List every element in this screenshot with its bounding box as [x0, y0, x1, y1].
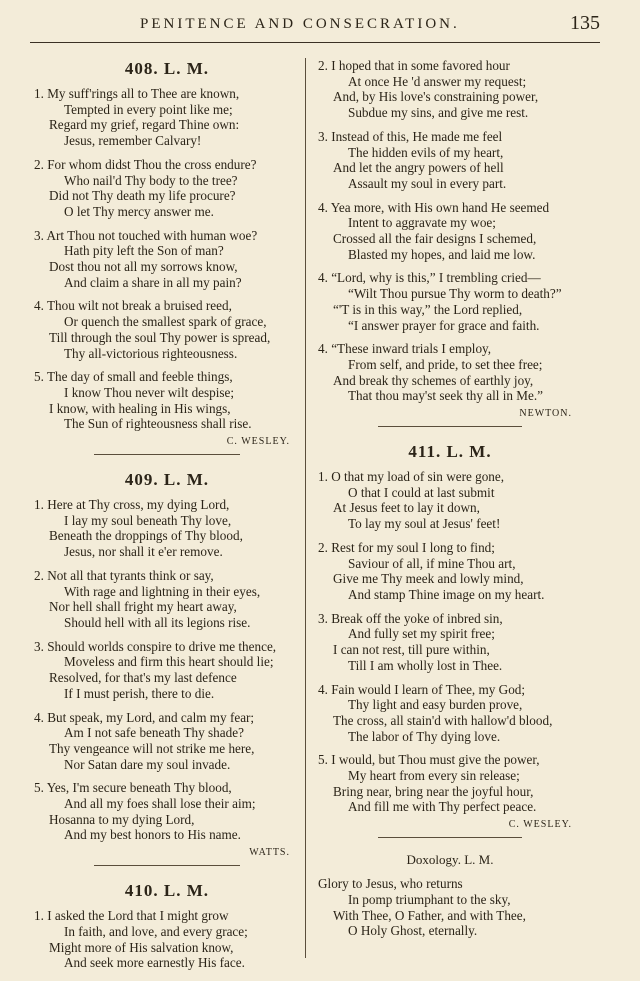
- page-header: [30, 12, 600, 43]
- hymn-title: 410. L. M.: [124, 881, 210, 901]
- hymn-line: Nor hell shall fright my heart away,: [49, 599, 237, 615]
- hymn-title: 411. L. M.: [408, 442, 492, 462]
- doxology: [318, 852, 582, 939]
- stanza: [318, 752, 582, 815]
- hymn-line: Till through the soul Thy power is spread,: [49, 329, 271, 345]
- stanza: [318, 469, 582, 532]
- hymn-line: Should hell with all its legions rise.: [64, 614, 251, 630]
- stanza: [34, 639, 300, 702]
- hymn-line: That thou may'st seek thy all in Me.”: [348, 388, 544, 404]
- hymn-line: Thy all-victorious righteousness.: [64, 345, 238, 361]
- hymn-line: Thy light and easy burden prove,: [348, 697, 523, 713]
- hymn-line: I can not rest, till pure within,: [333, 642, 490, 658]
- hymn-line: 2. I hoped that in some favored hour: [318, 58, 510, 73]
- hymn-line: O that I could at last submit: [348, 484, 495, 500]
- hymn-line: Hath pity left the Son of man?: [64, 243, 224, 259]
- stanza: [318, 611, 582, 674]
- hymn-line: Saviour of all, if mine Thou art,: [348, 555, 516, 571]
- hymn-line: 1. O that my load of sin were gone,: [318, 469, 505, 485]
- hymn-line: And my best honors to His name.: [64, 827, 241, 843]
- stanza: [34, 369, 300, 432]
- hymn-line: And all my foes shall lose their aim;: [64, 796, 256, 812]
- hymn-line: 2. For whom didst Thou the cross endure?: [34, 156, 257, 172]
- section-rule: [378, 837, 522, 838]
- hymn: [34, 58, 300, 455]
- hymn-line: The labor of Thy dying love.: [348, 728, 501, 744]
- hymn-line: Who nail'd Thy body to the tree?: [64, 172, 238, 188]
- hymn-line: 4. But speak, my Lord, and calm my fear;: [34, 709, 255, 725]
- hymn-author: NEWTON.: [519, 408, 572, 420]
- hymn-author: C. WESLEY.: [226, 436, 290, 448]
- hymn-line: 3. Art Thou not touched with human woe?: [34, 227, 258, 243]
- hymn-line: 3. Instead of this, He made me feel: [318, 128, 503, 144]
- hymn-line: 4. “Lord, why is this,” I trembling cried—: [318, 270, 541, 286]
- running-title: PENITENCE AND CONSECRATION.: [140, 16, 460, 32]
- hymn-line: O let Thy mercy answer me.: [64, 203, 214, 219]
- hymn-line: 4. Yea more, with His own hand He seemed: [318, 199, 550, 215]
- stanza: [34, 86, 300, 149]
- hymn-line: 5. The day of small and feeble things,: [34, 369, 233, 385]
- column-divider: [305, 58, 306, 958]
- hymn-line: Subdue my sins, and give me rest.: [348, 105, 529, 121]
- hymn-line: I know, with healing in His wings,: [49, 400, 231, 416]
- section-rule: [94, 865, 240, 866]
- stanza: [318, 540, 582, 603]
- hymn-line: 4. Thou wilt not break a bruised reed,: [34, 298, 232, 314]
- hymn-author: C. WESLEY.: [508, 819, 572, 831]
- hymn-line: Till I am wholly lost in Thee.: [348, 657, 503, 673]
- hymn-line: Hosanna to my dying Lord,: [49, 811, 195, 827]
- stanza: [318, 129, 582, 192]
- hymn-line: Intent to aggravate my woe;: [348, 215, 496, 231]
- hymn-line: From self, and pride, to set thee free;: [348, 356, 543, 372]
- hymn-line: Blasted my hopes, and laid me low.: [348, 246, 536, 262]
- hymn-line: Am I not safe beneath Thy shade?: [64, 725, 244, 741]
- hymn: [318, 441, 582, 833]
- hymn-line: Thy vengeance will not strike me here,: [49, 740, 255, 756]
- hymn-line: And, by His love's constraining power,: [333, 89, 539, 105]
- section-rule: [94, 454, 240, 455]
- hymn-line: At once He 'd answer my request;: [348, 73, 527, 89]
- hymn-line: Give me Thy meek and lowly mind,: [333, 571, 524, 587]
- hymn-line: Nor Satan dare my soul invade.: [64, 756, 231, 772]
- hymn-line: “I answer prayer for grace and faith.: [348, 317, 540, 333]
- hymn-line: And claim a share in all my pain?: [64, 274, 242, 290]
- hymn-title: 408. L. M.: [124, 59, 210, 78]
- stanza: [34, 568, 300, 631]
- stanza: [318, 682, 582, 745]
- hymn: [34, 880, 300, 971]
- stanza: [318, 200, 582, 263]
- hymn-line: Jesus, remember Calvary!: [64, 133, 202, 149]
- hymn-line: And stamp Thine image on my heart.: [348, 586, 545, 602]
- stanza: [318, 341, 582, 404]
- hymn-line: Resolved, for that's my last defence: [49, 670, 237, 686]
- hymn-line: Regard my grief, regard Thine own:: [49, 117, 240, 133]
- hymn-line: And break thy schemes of earthly joy,: [333, 372, 534, 388]
- hymn-line: My heart from every sin release;: [348, 768, 520, 784]
- hymn-line: The hidden evils of my heart,: [348, 144, 504, 160]
- hymn-line: With rage and lightning in their eyes,: [64, 583, 261, 599]
- hymn-line: And let the angry powers of hell: [333, 160, 504, 176]
- hymn-line: At Jesus feet to lay it down,: [333, 500, 480, 516]
- stanza: [34, 497, 300, 560]
- hymn-line: Or quench the smallest spark of grace,: [64, 314, 267, 330]
- hymn-line: And fully set my spirit free;: [348, 626, 495, 642]
- hymn-line: Did not Thy death my life procure?: [49, 188, 236, 204]
- page-number: 135: [570, 12, 600, 34]
- stanza: [318, 58, 582, 121]
- hymn-line: Tempted in every point like me;: [64, 101, 233, 117]
- hymn-line: To lay my soul at Jesus' feet!: [348, 516, 501, 532]
- hymn-line: Might more of His salvation know,: [49, 939, 234, 955]
- section-rule: [378, 426, 522, 427]
- hymn-line: In faith, and love, and every grace;: [64, 923, 248, 939]
- hymn-line: I know Thou never wilt despise;: [64, 384, 235, 400]
- hymn-line: 3. Break off the yoke of inbred sin,: [318, 610, 503, 626]
- hymn-line: And fill me with Thy perfect peace.: [348, 799, 537, 815]
- hymn-line: Glory to Jesus, who returns: [318, 876, 463, 892]
- stanza: [34, 710, 300, 773]
- hymn-line: 4. “These inward trials I employ,: [318, 341, 492, 357]
- hymn-line: Assault my soul in every part.: [348, 175, 507, 191]
- hymn-line: In pomp triumphant to the sky,: [348, 891, 511, 907]
- hymn-line: Beneath the droppings of Thy blood,: [49, 528, 243, 544]
- hymn-line: “'T is in this way,” the Lord replied,: [333, 301, 523, 317]
- doxology-title: Doxology. L. M.: [406, 852, 494, 868]
- hymn-line: 4. Fain would I learn of Thee, my God;: [318, 681, 526, 697]
- hymn-line: The cross, all stain'd with hallow'd blood,: [333, 712, 553, 728]
- hymn-line: O Holy Ghost, eternally.: [348, 923, 478, 939]
- hymn: [34, 469, 300, 866]
- hymn-line: Bring near, bring near the joyful hour,: [333, 783, 534, 799]
- hymn-line: 1. Here at Thy cross, my dying Lord,: [34, 497, 230, 513]
- stanza: [34, 908, 300, 971]
- hymn-line: Crossed all the fair designs I schemed,: [333, 231, 537, 247]
- hymn-line: 1. I asked the Lord that I might grow: [34, 908, 229, 924]
- hymn-line: 5. I would, but Thou must give the power,: [318, 752, 540, 768]
- stanza: [318, 876, 582, 939]
- stanza: [318, 270, 582, 333]
- hymn-line: With Thee, O Father, and with Thee,: [333, 907, 526, 923]
- hymn-line: Moveless and firm this heart should lie;: [64, 654, 274, 670]
- hymn-line: 2. Rest for my soul I long to find;: [318, 539, 495, 555]
- hymn-line: 2. Not all that tyrants think or say,: [34, 567, 214, 583]
- stanza: [34, 157, 300, 220]
- hymn-line: And seek more earnestly His face.: [64, 955, 245, 971]
- left-column: [34, 58, 300, 979]
- hymn-line: If I must perish, there to die.: [64, 685, 215, 701]
- right-column: [318, 58, 582, 947]
- hymn-author: WATTS.: [249, 847, 290, 859]
- hymn-line: Dost thou not all my sorrows know,: [49, 259, 238, 275]
- hymn-line: 5. Yes, I'm secure beneath Thy blood,: [34, 780, 232, 796]
- stanza: [34, 780, 300, 843]
- hymn-line: 1. My suff'rings all to Thee are known,: [34, 86, 240, 101]
- stanza: [34, 298, 300, 361]
- hymn-line: 3. Should worlds conspire to drive me thence,: [34, 638, 277, 654]
- stanza: [34, 228, 300, 291]
- hymn-title: 409. L. M.: [124, 470, 210, 490]
- hymn-line: Jesus, nor shall it e'er remove.: [64, 544, 223, 560]
- hymn-line: I lay my soul beneath Thy love,: [64, 512, 232, 528]
- hymn-line: “Wilt Thou pursue Thy worm to death?”: [348, 286, 562, 302]
- hymn-line: The Sun of righteousness shall rise.: [64, 416, 252, 432]
- hymn: [318, 58, 582, 427]
